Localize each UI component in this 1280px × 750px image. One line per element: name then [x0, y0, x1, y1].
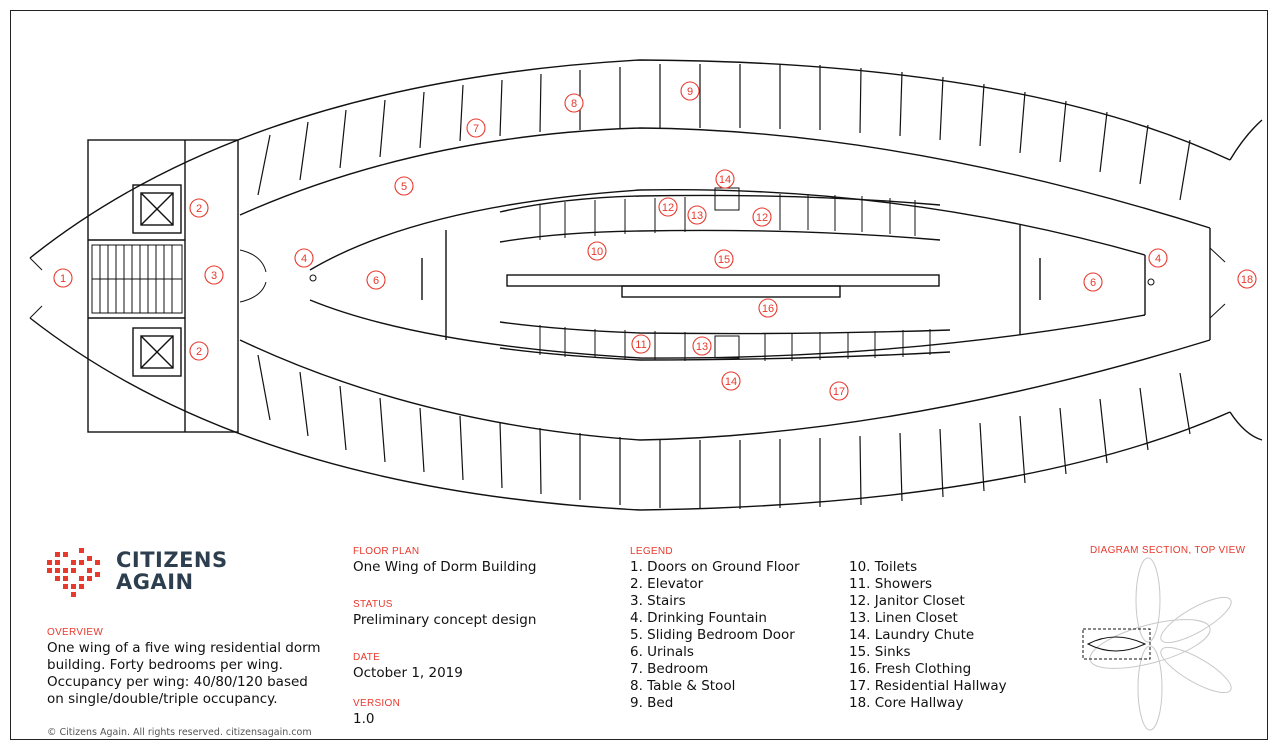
- brand-name: [116, 549, 228, 593]
- outer-wall-bottom: [30, 318, 1230, 510]
- overview-line: on single/double/triple occupancy.: [47, 691, 278, 707]
- legend-item: 4. Drinking Fountain: [630, 610, 767, 626]
- legend-item: 10. Toilets: [849, 559, 918, 575]
- legend-item: 5. Sliding Bedroom Door: [630, 627, 795, 643]
- legend-item: 3. Stairs: [630, 593, 686, 609]
- legend-item: 15. Sinks: [849, 644, 911, 660]
- marker-label-13b: 13: [695, 341, 709, 353]
- legend-item: 18. Core Hallway: [849, 695, 964, 711]
- copyright: © Citizens Again. All rights reserved. citizensagain.com: [47, 727, 312, 738]
- brand-name-line2: AGAIN: [116, 570, 194, 594]
- overview-line: One wing of a five wing residential dorm: [47, 640, 321, 656]
- marker-label-18: 18: [1240, 274, 1254, 286]
- fresh-clothing-shelves: [622, 286, 840, 297]
- marker-label-17: 17: [832, 386, 846, 398]
- floor-plan-block: [353, 546, 536, 576]
- overview-text: [47, 640, 321, 708]
- marker-label-12b: 12: [755, 212, 769, 224]
- legend-column-2: [849, 559, 1007, 712]
- date-label: DATE: [353, 652, 381, 663]
- legend-column-1: [630, 559, 800, 712]
- legend-item: 6. Urinals: [630, 644, 694, 660]
- overview-label: OVERVIEW: [47, 627, 104, 638]
- marker-label-1: 1: [59, 273, 67, 285]
- marker-label-5: 5: [400, 181, 408, 193]
- legend-item: 2. Elevator: [630, 576, 704, 592]
- marker-label-13a: 13: [690, 210, 704, 222]
- outer-wall-top: [30, 60, 1230, 258]
- section-highlight: [1083, 629, 1150, 659]
- marker-label-10: 10: [590, 246, 604, 258]
- legend-item: 14. Laundry Chute: [849, 627, 975, 643]
- status-block: [353, 599, 536, 629]
- status-value: Preliminary concept design: [353, 612, 537, 628]
- marker-label-2a: 2: [195, 203, 203, 215]
- legend-block: [630, 546, 673, 557]
- floor-plan-label: FLOOR PLAN: [353, 546, 420, 557]
- marker-label-11: 11: [635, 339, 647, 351]
- legend-item: 9. Bed: [630, 695, 674, 711]
- legend-item: 13. Linen Closet: [849, 610, 958, 626]
- legend-item: 11. Showers: [849, 576, 933, 592]
- stern-wall: [1230, 120, 1262, 160]
- marker-label-14a: 14: [718, 174, 732, 186]
- legend-item: 16. Fresh Clothing: [849, 661, 972, 677]
- core-block: [88, 140, 238, 432]
- marker-label-6a: 6: [372, 275, 380, 287]
- date-value: October 1, 2019: [353, 665, 463, 681]
- brand-logo-mark: [47, 548, 100, 597]
- version-label: VERSION: [353, 698, 401, 709]
- sink-counter: [507, 275, 939, 286]
- date-block: [353, 652, 463, 682]
- overview-block: [47, 627, 321, 708]
- version-value: 1.0: [353, 711, 375, 727]
- marker-label-3: 3: [210, 270, 218, 282]
- marker-label-16: 16: [761, 303, 775, 315]
- brand-name-line1: CITIZENS: [116, 548, 228, 572]
- marker-label-2b: 2: [195, 346, 203, 358]
- marker-label-4a: 4: [300, 253, 308, 265]
- marker-label-4b: 4: [1154, 253, 1162, 265]
- legend-item: 1. Doors on Ground Floor: [630, 559, 800, 575]
- legend-item: 8. Table & Stool: [630, 678, 736, 694]
- legend-label: LEGEND: [630, 546, 673, 557]
- version-block: [353, 698, 400, 728]
- overview-line: Occupancy per wing: 40/80/120 based: [47, 674, 308, 690]
- overview-line: building. Forty bedrooms per wing.: [47, 657, 283, 673]
- marker-label-9: 9: [686, 86, 694, 98]
- legend-item: 12. Janitor Closet: [849, 593, 965, 609]
- legend-item: 17. Residential Hallway: [849, 678, 1007, 694]
- status-label: STATUS: [353, 599, 393, 610]
- diagram-section-top-view: [1085, 558, 1236, 730]
- bedroom-ring-bottom-inner: [240, 340, 1210, 440]
- floor-plan-value: One Wing of Dorm Building: [353, 559, 537, 575]
- marker-label-15: 15: [717, 254, 731, 266]
- marker-label-12a: 12: [661, 202, 675, 214]
- marker-label-6b: 6: [1089, 277, 1097, 289]
- legend-item: 7. Bedroom: [630, 661, 709, 677]
- marker-label-7: 7: [472, 123, 480, 135]
- stairs: [92, 245, 182, 313]
- marker-label-8: 8: [570, 98, 578, 110]
- diagram-section-label: DIAGRAM SECTION, TOP VIEW: [1090, 545, 1246, 556]
- marker-label-14b: 14: [724, 376, 738, 388]
